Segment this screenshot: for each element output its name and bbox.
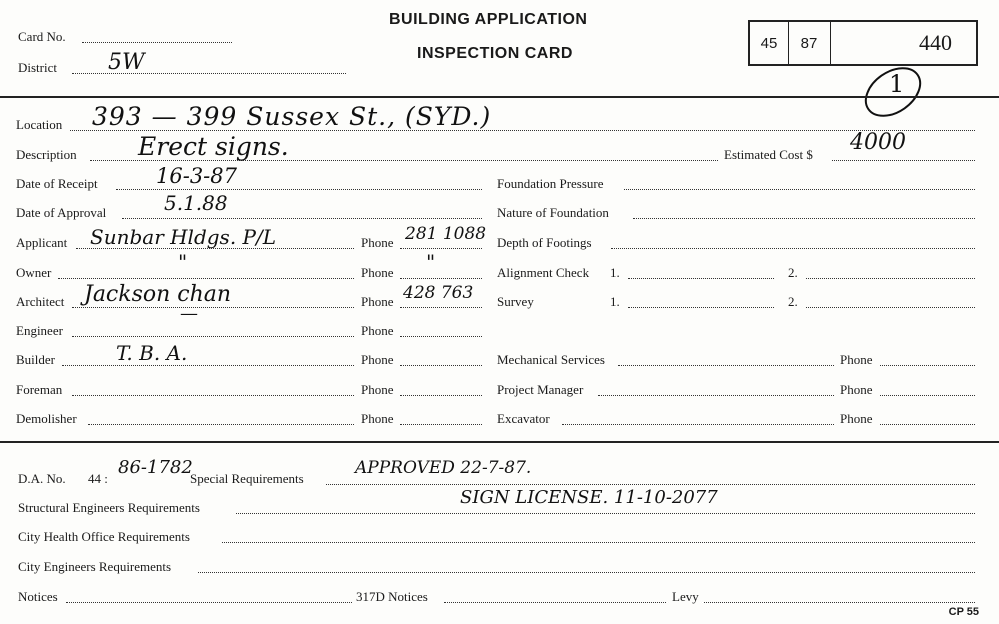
special-requirements-label: Special Requirements	[190, 471, 304, 486]
header-divider	[0, 96, 999, 98]
foreman-phone-line	[400, 395, 482, 396]
excavator-phone-line	[880, 424, 975, 425]
form-title-line2: INSPECTION CARD	[417, 45, 573, 62]
builder-phone-label: Phone	[361, 352, 394, 367]
city-engineers-line	[198, 572, 975, 573]
excavator-phone-label: Phone	[840, 411, 873, 426]
reference-number-box	[748, 20, 978, 66]
builder-label: Builder	[16, 352, 55, 367]
owner-value: "	[178, 250, 188, 274]
owner-phone-value: "	[426, 250, 436, 274]
mechanical-services-phone-label: Phone	[840, 352, 873, 367]
mechanical-services-line	[618, 365, 834, 366]
form-title-line1: BUILDING APPLICATION	[389, 11, 588, 28]
applicant-label: Applicant	[16, 235, 68, 250]
architect-phone-value: 428 763	[403, 283, 474, 303]
depth-of-footings-label: Depth of Footings	[497, 235, 592, 250]
estimated-cost-label: Estimated Cost $	[724, 147, 813, 162]
city-engineers-label: City Engineers Requirements	[18, 559, 172, 574]
district-value: 5W	[108, 50, 145, 75]
description-value: Erect signs.	[138, 132, 289, 161]
da-no-label: D.A. No.	[18, 471, 66, 486]
box-number: 440	[919, 30, 952, 55]
demolisher-phone-label: Phone	[361, 411, 394, 426]
form-code: CP 55	[948, 606, 979, 618]
estimated-cost-line	[832, 160, 975, 161]
description-label: Description	[16, 147, 77, 162]
engineer-value: —	[180, 303, 198, 324]
date-of-receipt-label: Date of Receipt	[16, 176, 98, 191]
alignment-check-label: Alignment Check	[497, 265, 590, 280]
demolisher-line	[88, 424, 354, 425]
foundation-pressure-label: Foundation Pressure	[497, 176, 604, 191]
project-manager-phone-line	[880, 395, 975, 396]
da-no-value: 86-1782	[118, 457, 193, 478]
project-manager-line	[598, 395, 834, 396]
notices-label: Notices	[18, 589, 58, 604]
owner-line	[58, 278, 354, 279]
city-health-label: City Health Office Requirements	[18, 529, 190, 544]
structural-engineers-line	[236, 513, 975, 514]
location-value: 393 — 399 Sussex St., (SYD.)	[92, 102, 492, 131]
survey-line1	[628, 307, 774, 308]
317d-notices-label: 317D Notices	[356, 589, 428, 604]
engineer-phone-line	[400, 336, 482, 337]
date-of-receipt-line	[116, 189, 482, 190]
estimated-cost-value: 4000	[850, 130, 906, 155]
alignment-check-line2	[806, 278, 975, 279]
special-requirements-value: APPROVED 22-7-87.	[355, 458, 532, 478]
survey-item2: 2.	[788, 294, 798, 309]
alignment-check-line1	[628, 278, 774, 279]
survey-label: Survey	[497, 294, 534, 309]
foreman-line	[72, 395, 354, 396]
box-code2: 87	[788, 22, 831, 64]
structural-engineers-label: Structural Engineers Requirements	[18, 500, 200, 515]
demolisher-label: Demolisher	[16, 411, 77, 426]
engineer-label: Engineer	[16, 323, 63, 338]
middle-divider	[0, 441, 999, 443]
foreman-label: Foreman	[16, 382, 63, 397]
mechanical-services-phone-line	[880, 365, 975, 366]
applicant-phone-line	[400, 248, 482, 249]
foundation-pressure-line	[624, 189, 975, 190]
levy-label: Levy	[672, 589, 699, 604]
project-manager-label: Project Manager	[497, 382, 584, 397]
mechanical-services-label: Mechanical Services	[497, 352, 605, 367]
317d-notices-line	[444, 602, 666, 603]
architect-phone-label: Phone	[361, 294, 394, 309]
nature-of-foundation-label: Nature of Foundation	[497, 205, 609, 220]
box-code1: 45	[750, 22, 789, 64]
district-label: District	[18, 60, 57, 75]
excavator-line	[562, 424, 834, 425]
architect-line	[72, 307, 354, 308]
depth-of-footings-line	[611, 248, 975, 249]
builder-phone-line	[400, 365, 482, 366]
demolisher-phone-line	[400, 424, 482, 425]
architect-label: Architect	[16, 294, 65, 309]
applicant-value: Sunbar Hldgs. P/L	[90, 225, 277, 249]
engineer-line	[72, 336, 354, 337]
da-no-prefix: 44 :	[88, 471, 108, 486]
applicant-phone-value: 281 1088	[405, 224, 487, 244]
structural-engineers-value: SIGN LICENSE. 11-10-2077	[460, 487, 718, 508]
excavator-label: Excavator	[497, 411, 550, 426]
engineer-phone-label: Phone	[361, 323, 394, 338]
notices-line	[66, 602, 352, 603]
circled-mark-value: 1	[889, 70, 905, 98]
foreman-phone-label: Phone	[361, 382, 394, 397]
date-of-approval-label: Date of Approval	[16, 205, 107, 220]
alignment-check-item2: 2.	[788, 265, 798, 280]
owner-phone-line	[400, 278, 482, 279]
project-manager-phone-label: Phone	[840, 382, 873, 397]
applicant-phone-label: Phone	[361, 235, 394, 250]
survey-item1: 1.	[610, 294, 620, 309]
builder-value: T. B. A.	[116, 341, 188, 365]
owner-phone-label: Phone	[361, 265, 394, 280]
architect-phone-line	[400, 307, 482, 308]
levy-line	[704, 602, 975, 603]
owner-label: Owner	[16, 265, 52, 280]
alignment-check-item1: 1.	[610, 265, 620, 280]
nature-of-foundation-line	[633, 218, 975, 219]
special-requirements-line	[326, 484, 975, 485]
architect-value: Jackson chan	[84, 282, 232, 307]
date-of-approval-line	[122, 218, 482, 219]
location-label: Location	[16, 117, 63, 132]
builder-line	[62, 365, 354, 366]
survey-line2	[806, 307, 975, 308]
card-no-line	[82, 42, 232, 43]
date-of-receipt-value: 16-3-87	[156, 164, 237, 188]
card-no-label: Card No.	[18, 29, 66, 44]
date-of-approval-value: 5.1.88	[164, 191, 228, 215]
city-health-line	[222, 542, 975, 543]
